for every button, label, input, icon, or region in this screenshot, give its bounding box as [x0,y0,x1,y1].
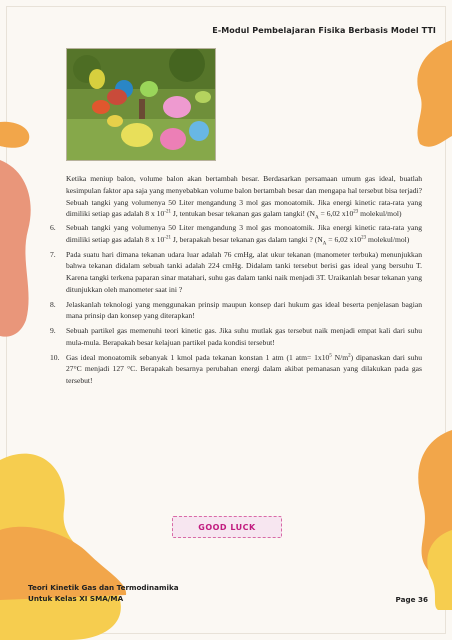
footer [28,583,428,605]
question-item: 6. Sebuah tangki yang volumenya 50 Liter mengandung 3 mol gas monoatomik. Jika energi kinetic rata-rata yang dimiliki setiap gas adalah 8 x $10^{-21}$ J, berapakah besar tekanan gas dalam tangki ? ($N_A = 6,02$ $x10^{23}$ molekul/mol) [50,223,422,247]
question-item: 10. Gas ideal monoatomik sebanyak 1 kmol pada tekanan konstan 1 atm (1 $atm= 1x10^5$ $N/m^2$) dipanaskan dari suhu 27°C menjadi 127 °C. Berapakah besarnya perubahan energi dalam akibat pemanasan yang dilakukan pada gas tersebut! [50,352,422,386]
good-luck-banner [172,516,282,538]
question-item: 8. Jelaskanlah teknologi yang menggunakan prinsip maupun konsep dari hukum gas ideal beserta penjelasan bagian mana prinsip dan konsep yang diterapkan! [50,299,422,321]
module-header-title: E-Modul Pembelajaran Fisika Berbasis Model TTI [212,26,436,35]
question-content [50,173,422,390]
footer-subject: Teori Kinetik Gas dan Termodinamika [28,583,179,592]
page-number: Page 36 [395,595,428,604]
question-item: 9. Sebuah partikel gas memenuhi teori kinetic gas. Jika suhu mutlak gas tersebut naik menjadi empat kali dari suhu mula-mula. Berapakah besar kelajuan partikel pada kondisi tersebut! [50,326,422,347]
balloons-photo [66,48,216,161]
good-luck-text: GOOD LUCK [198,522,256,532]
orange-blob-top-right [382,40,452,150]
orange-blob-top-left [0,120,40,150]
question-item: 7. Pada suatu hari dimana tekanan udara luar adalah 76 cmHg, alat ukur tekanan (manometer terbuka) menunjukkan bahwa tekanan didalam sebuah tanki adalah 224 cmHg. Didalam tanki tersebut berisi gas ideal yang bersuhu T. Karena tangki terkena paparan sinar matahari, suhu gas dalam tanki naik menjadi 3T. Uraikanlah besar tekanan yang ditunjukkan oleh manometer saat ini ? [50,249,422,294]
coral-blob-left [0,160,40,340]
footer-class: Untuk Kelas XI SMA/MA [28,593,124,603]
intro-paragraph: Ketika meniup balon, volume balon akan bertambah besar. Berdasarkan persamaan umum gas ideal, buatlah kesimpulan faktor apa saja yang menyebabkan volume balon bertambah besar dan mengapa hal tersebut bisa terjadi?Sebuah tangki yang volumenya 50 Liter mengandung 3 mol gas monoatomik. Jika energi kinetic rata-rata yang dimiliki setiap gas adalah 8 x $10^{-21}$ J, tentukan besar tekanan gas galam tangki! ($N_A = 6,02$ $x10^{23}$ molekul/mol) [66,174,422,221]
